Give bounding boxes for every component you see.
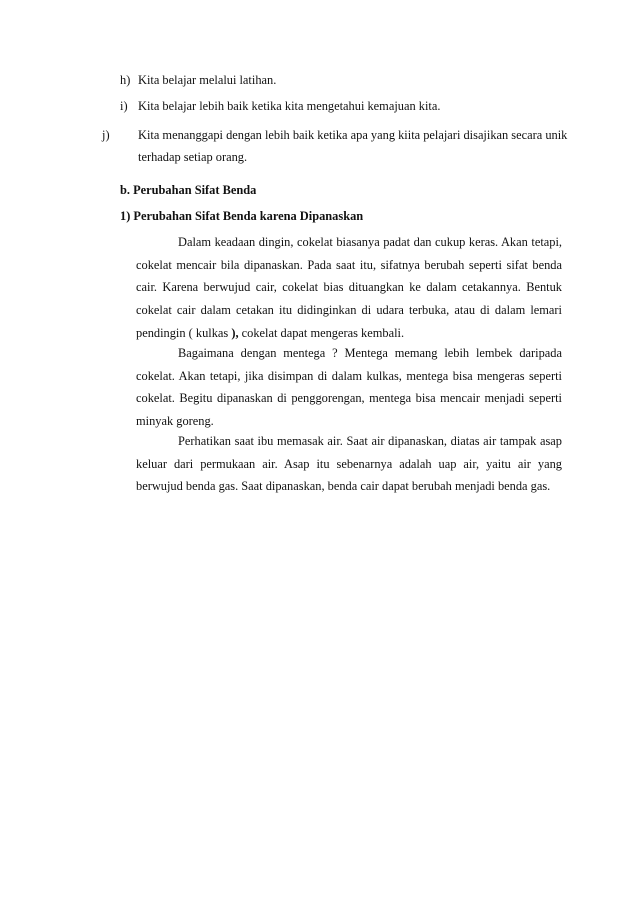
paragraph-bold-text: ), (231, 325, 239, 340)
paragraph-text: Dalam keadaan dingin, cokelat biasanya padat dan cukup keras. Akan tetapi, cokelat mencair bila dipanaskan. Pada saat itu, sifatnya berubah seperti sifat benda cair. Karena berwujud cair, cokelat bias dituangkan ke dalam cetakannya. Bentuk cokelat cair dalam cetakan itu didinginkan di udara terbuka, atau di dalam lemari pendingin ( kulkas (136, 235, 562, 340)
paragraph-butter: Bagaimana dengan mentega ? Mentega memang lebih lembek daripada cokelat. Akan tetapi, jika disimpan di dalam kulkas, mentega bisa mengeras seperti cokelat. Begitu dipanaskan di penggorengan, mentega bisa mencair menjadi seperti minyak goreng. (136, 346, 562, 429)
paragraph-text-end: cokelat dapat mengeras kembali. (238, 325, 405, 340)
list-marker: i) (120, 99, 128, 113)
list-item-i (120, 99, 562, 114)
paragraph-boiling-water: Perhatikan saat ibu memasak air. Saat air dipanaskan, diatas air tampak asap keluar dari permukaan air. Asap itu sebenarnya adalah uap air, yaitu air yang berwujud benda gas. Saat dipanaskan, benda cair dapat berubah menjadi benda gas. (136, 434, 562, 494)
list-item-h (120, 73, 562, 88)
list-marker: j) (102, 128, 110, 142)
section-heading: b. Perubahan Sifat Benda (120, 183, 257, 197)
list-marker: h) (120, 73, 131, 87)
list-item-text: Kita belajar melalui latihan. (138, 73, 277, 87)
list-item-text: Kita menanggapi dengan lebih baik ketika apa yang kiita pelajari disajikan secara unik terhadap setiap orang. (138, 128, 568, 164)
list-item-text: Kita belajar lebih baik ketika kita mengetahui kemajuan kita. (138, 99, 441, 113)
paragraph-chocolate (136, 231, 562, 345)
list-item-j (102, 124, 580, 168)
subsection-heading: 1) Perubahan Sifat Benda karena Dipanaskan (120, 209, 364, 223)
